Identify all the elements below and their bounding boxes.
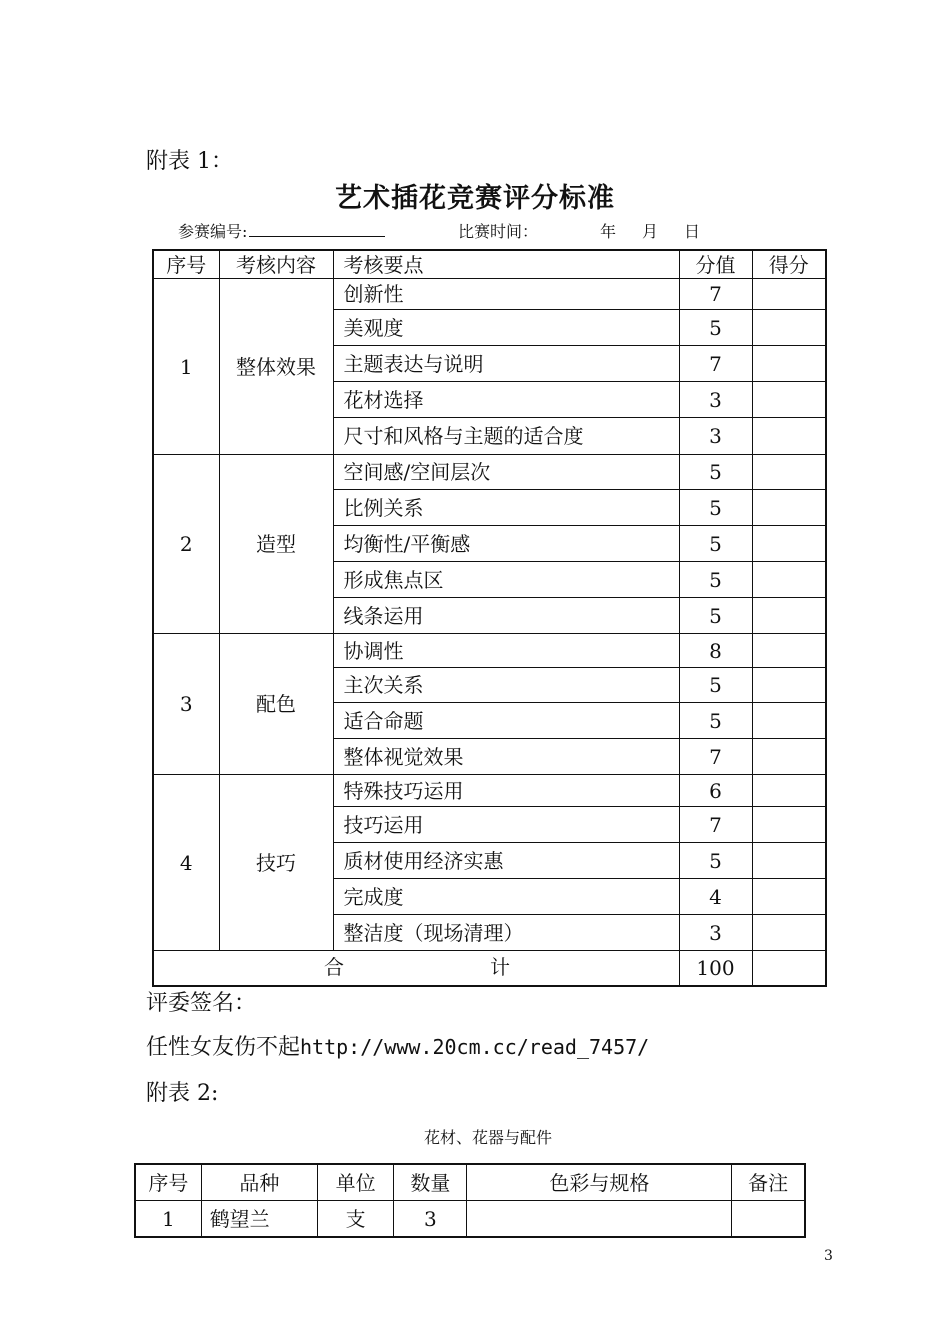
assessment-point-cell: 协调性 [333,634,679,668]
total-value-cell: 100 [679,951,752,986]
materials-table [134,1163,806,1238]
materials-header-cell: 序号 [135,1164,201,1201]
score-blank-cell [752,739,826,775]
group-category-cell: 配色 [219,634,333,775]
score-value-cell: 7 [679,739,752,775]
score-value-cell: 5 [679,455,752,490]
materials-cell-variety: 鹤望兰 [201,1201,317,1238]
score-value-cell: 7 [679,279,752,310]
score-value-cell: 5 [679,490,752,526]
assessment-point-cell: 形成焦点区 [333,562,679,598]
score-value-cell: 3 [679,418,752,455]
date-year-label: 年 [600,222,617,241]
score-value-cell: 4 [679,879,752,915]
materials-header-cell: 品种 [201,1164,317,1201]
score-value-cell: 3 [679,915,752,951]
table-header-cell: 考核要点 [333,250,679,279]
table-header-cell: 考核内容 [219,250,333,279]
score-blank-cell [752,562,826,598]
materials-cell-spec [467,1201,732,1238]
assessment-point-cell: 主题表达与说明 [333,346,679,382]
entry-number-label: 参赛编号: [178,222,248,241]
link-prefix: 任性女友伤不起 [146,1035,301,1060]
materials-cell-note [732,1201,805,1238]
assessment-point-cell: 适合命题 [333,703,679,739]
assessment-point-cell: 完成度 [333,879,679,915]
score-blank-cell [752,703,826,739]
score-value-cell: 5 [679,703,752,739]
assessment-point-cell: 比例关系 [333,490,679,526]
group-number-cell: 2 [153,455,219,634]
score-blank-cell [752,668,826,703]
materials-cell-qty: 3 [394,1201,467,1238]
total-score-blank-cell [752,951,826,986]
score-blank-cell [752,843,826,879]
entry-number-blank [249,220,385,237]
group-number-cell: 3 [153,634,219,775]
materials-header-cell: 数量 [394,1164,467,1201]
table-header-cell: 分值 [679,250,752,279]
score-blank-cell [752,346,826,382]
entry-number-field [178,219,385,242]
group-number-cell: 4 [153,775,219,951]
score-value-cell: 5 [679,310,752,346]
group-category-cell: 造型 [219,455,333,634]
total-label-cell [153,951,679,986]
score-blank-cell [752,775,826,807]
assessment-point-cell: 线条运用 [333,598,679,634]
materials-header-cell: 单位 [318,1164,394,1201]
score-value-cell: 6 [679,775,752,807]
date-label: 比赛时间： [458,222,539,241]
score-blank-cell [752,598,826,634]
score-blank-cell [752,382,826,418]
page-number: 3 [824,1248,833,1264]
score-blank-cell [752,418,826,455]
score-blank-cell [752,879,826,915]
assessment-point-cell: 特殊技巧运用 [333,775,679,807]
score-value-cell: 5 [679,562,752,598]
assessment-point-cell: 尺寸和风格与主题的适合度 [333,418,679,455]
score-value-cell: 3 [679,382,752,418]
date-day-label: 日 [684,222,701,241]
source-link[interactable]: http://www.20cm.cc/read_7457/ [300,1035,650,1059]
appendix-1-label: 附表 1： [146,149,233,174]
assessment-point-cell: 技巧运用 [333,807,679,843]
table-row [153,775,826,807]
table-header-cell: 得分 [752,250,826,279]
assessment-point-cell: 空间感/空间层次 [333,455,679,490]
score-value-cell: 7 [679,346,752,382]
assessment-point-cell: 整体视觉效果 [333,739,679,775]
group-number-cell: 1 [153,279,219,455]
materials-cell-no: 1 [135,1201,201,1238]
table-row [153,455,826,490]
score-blank-cell [752,526,826,562]
total-label-left: 合 [324,954,344,979]
materials-header-cell: 备注 [732,1164,805,1201]
assessment-point-cell: 主次关系 [333,668,679,703]
table-header-row [153,250,826,279]
group-category-cell: 技巧 [219,775,333,951]
table-row [153,279,826,310]
assessment-point-cell: 均衡性/平衡感 [333,526,679,562]
document-title: 艺术插花竞赛评分标准 [335,183,615,214]
group-category-cell: 整体效果 [219,279,333,455]
assessment-point-cell: 花材选择 [333,382,679,418]
total-row [153,951,826,986]
score-value-cell: 5 [679,598,752,634]
materials-title: 花材、花器与配件 [423,1128,552,1147]
score-value-cell: 5 [679,526,752,562]
score-value-cell: 5 [679,843,752,879]
assessment-point-cell: 整洁度（现场清理） [333,915,679,951]
materials-header-cell: 色彩与规格 [467,1164,732,1201]
scoring-table [152,249,827,987]
total-label-right: 计 [490,954,510,979]
assessment-point-cell: 创新性 [333,279,679,310]
score-blank-cell [752,490,826,526]
materials-cell-unit: 支 [318,1201,394,1238]
score-value-cell: 5 [679,668,752,703]
score-blank-cell [752,807,826,843]
appendix-2-label: 附表 2: [146,1081,219,1106]
assessment-point-cell: 质材使用经济实惠 [333,843,679,879]
score-blank-cell [752,279,826,310]
assessment-point-cell: 美观度 [333,310,679,346]
date-month-label: 月 [642,222,659,241]
table-header-cell: 序号 [153,250,219,279]
score-blank-cell [752,310,826,346]
score-blank-cell [752,915,826,951]
materials-row [135,1201,805,1238]
judge-signature-label: 评委签名： [146,991,257,1016]
score-blank-cell [752,634,826,668]
score-value-cell: 7 [679,807,752,843]
score-value-cell: 8 [679,634,752,668]
link-line [146,1030,649,1061]
score-blank-cell [752,455,826,490]
table-row [153,634,826,668]
materials-header-row [135,1164,805,1201]
